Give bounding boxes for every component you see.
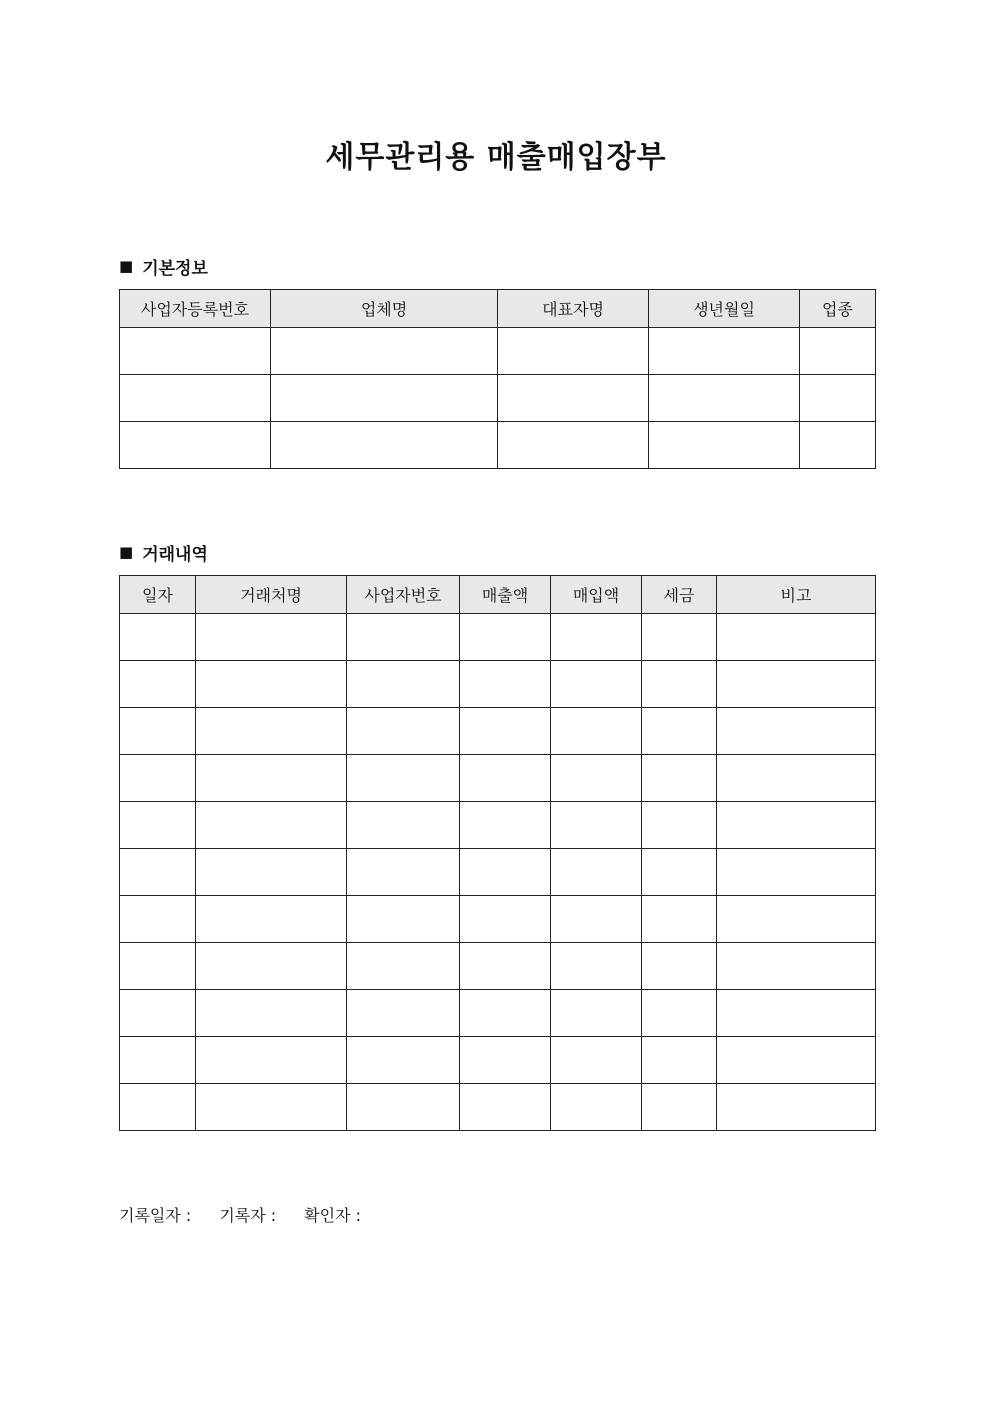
basic-info-cell[interactable] [800, 422, 876, 469]
transaction-row [120, 614, 876, 661]
transaction-cell[interactable] [460, 849, 551, 896]
record-date-label: 기록일자 : [119, 1206, 192, 1225]
basic-info-header-row [120, 290, 876, 328]
square-bullet-icon: ■ [119, 257, 134, 275]
transaction-cell[interactable] [120, 1084, 196, 1131]
transaction-cell[interactable] [196, 849, 347, 896]
transaction-cell[interactable] [347, 661, 460, 708]
transaction-cell[interactable] [717, 896, 876, 943]
transaction-cell[interactable] [120, 614, 196, 661]
column-header-purchase-amount: 매입액 [551, 576, 642, 614]
basic-info-row [120, 328, 876, 375]
transaction-row [120, 1037, 876, 1084]
basic-info-cell[interactable] [271, 422, 498, 469]
transaction-cell[interactable] [551, 943, 642, 990]
basic-info-cell[interactable] [649, 422, 800, 469]
transaction-cell[interactable] [717, 1084, 876, 1131]
basic-info-table [119, 289, 876, 469]
transaction-cell[interactable] [551, 802, 642, 849]
transaction-cell[interactable] [717, 661, 876, 708]
transaction-cell[interactable] [460, 802, 551, 849]
transaction-cell[interactable] [196, 1037, 347, 1084]
column-header-business-type: 업종 [800, 290, 876, 328]
transaction-cell[interactable] [460, 1084, 551, 1131]
column-header-representative: 대표자명 [498, 290, 649, 328]
transaction-cell[interactable] [120, 990, 196, 1037]
transaction-cell[interactable] [196, 708, 347, 755]
transaction-cell[interactable] [717, 802, 876, 849]
basic-info-cell[interactable] [120, 375, 271, 422]
transaction-cell[interactable] [551, 614, 642, 661]
transaction-cell[interactable] [347, 755, 460, 802]
transaction-row [120, 1084, 876, 1131]
transaction-cell[interactable] [196, 661, 347, 708]
transaction-cell[interactable] [460, 661, 551, 708]
basic-info-row [120, 375, 876, 422]
transaction-cell[interactable] [196, 802, 347, 849]
basic-info-cell[interactable] [649, 328, 800, 375]
transaction-row [120, 755, 876, 802]
transaction-cell[interactable] [551, 1037, 642, 1084]
transaction-cell[interactable] [460, 943, 551, 990]
transaction-cell[interactable] [120, 802, 196, 849]
transaction-cell[interactable] [642, 802, 717, 849]
transaction-cell[interactable] [642, 1084, 717, 1131]
transaction-cell[interactable] [551, 896, 642, 943]
column-header-business-reg-no: 사업자등록번호 [120, 290, 271, 328]
transaction-row [120, 990, 876, 1037]
transaction-cell[interactable] [120, 896, 196, 943]
basic-info-cell[interactable] [271, 375, 498, 422]
transaction-cell[interactable] [120, 943, 196, 990]
transaction-row [120, 896, 876, 943]
transaction-cell[interactable] [717, 849, 876, 896]
basic-info-heading [119, 254, 208, 279]
basic-info-cell[interactable] [800, 328, 876, 375]
transaction-cell[interactable] [642, 755, 717, 802]
transaction-cell[interactable] [196, 943, 347, 990]
transactions-header-row [120, 576, 876, 614]
transaction-cell[interactable] [642, 614, 717, 661]
transaction-cell[interactable] [717, 1037, 876, 1084]
basic-info-heading-label: 기본정보 [142, 259, 208, 279]
transaction-cell[interactable] [347, 943, 460, 990]
column-header-date: 일자 [120, 576, 196, 614]
transaction-cell[interactable] [120, 1037, 196, 1084]
transaction-cell[interactable] [347, 802, 460, 849]
basic-info-row [120, 422, 876, 469]
column-header-sales-amount: 매출액 [460, 576, 551, 614]
transaction-cell[interactable] [642, 943, 717, 990]
transaction-cell[interactable] [551, 661, 642, 708]
transaction-cell[interactable] [460, 896, 551, 943]
transaction-cell[interactable] [460, 990, 551, 1037]
column-header-client-name: 거래처명 [196, 576, 347, 614]
transaction-cell[interactable] [717, 614, 876, 661]
transaction-cell[interactable] [196, 1084, 347, 1131]
transaction-cell[interactable] [460, 755, 551, 802]
transaction-cell[interactable] [642, 661, 717, 708]
basic-info-cell[interactable] [800, 375, 876, 422]
transaction-cell[interactable] [347, 614, 460, 661]
transaction-cell[interactable] [642, 990, 717, 1037]
transaction-cell[interactable] [120, 708, 196, 755]
column-header-company-name: 업체명 [271, 290, 498, 328]
transaction-row [120, 661, 876, 708]
transaction-cell[interactable] [717, 943, 876, 990]
transaction-cell[interactable] [120, 849, 196, 896]
transactions-heading [119, 540, 208, 565]
basic-info-cell[interactable] [649, 375, 800, 422]
basic-info-cell[interactable] [498, 375, 649, 422]
column-header-remarks: 비고 [717, 576, 876, 614]
transaction-cell[interactable] [551, 708, 642, 755]
column-header-birth-date: 생년월일 [649, 290, 800, 328]
transaction-cell[interactable] [120, 755, 196, 802]
basic-info-cell[interactable] [498, 422, 649, 469]
transaction-cell[interactable] [196, 990, 347, 1037]
square-bullet-icon: ■ [119, 543, 134, 561]
transaction-cell[interactable] [460, 1037, 551, 1084]
transaction-cell[interactable] [460, 614, 551, 661]
basic-info-cell[interactable] [120, 422, 271, 469]
transaction-cell[interactable] [551, 990, 642, 1037]
recorder-label: 기록자 : [219, 1206, 277, 1225]
transaction-cell[interactable] [347, 849, 460, 896]
transaction-row [120, 708, 876, 755]
transaction-cell[interactable] [717, 708, 876, 755]
transaction-cell[interactable] [196, 755, 347, 802]
transaction-cell[interactable] [551, 1084, 642, 1131]
transaction-row [120, 943, 876, 990]
transaction-cell[interactable] [642, 708, 717, 755]
transaction-row [120, 849, 876, 896]
transaction-cell[interactable] [460, 708, 551, 755]
column-header-tax: 세금 [642, 576, 717, 614]
signature-footer [119, 1203, 361, 1226]
transaction-cell[interactable] [717, 755, 876, 802]
transactions-table [119, 575, 876, 1131]
transaction-cell[interactable] [347, 708, 460, 755]
transaction-cell[interactable] [347, 990, 460, 1037]
transaction-cell[interactable] [717, 990, 876, 1037]
basic-info-cell[interactable] [498, 328, 649, 375]
transaction-cell[interactable] [642, 896, 717, 943]
transaction-cell[interactable] [347, 896, 460, 943]
transaction-cell[interactable] [120, 661, 196, 708]
column-header-business-no: 사업자번호 [347, 576, 460, 614]
transaction-cell[interactable] [347, 1084, 460, 1131]
transaction-cell[interactable] [196, 896, 347, 943]
transaction-cell[interactable] [642, 849, 717, 896]
transaction-cell[interactable] [347, 1037, 460, 1084]
transaction-cell[interactable] [196, 614, 347, 661]
transaction-row [120, 802, 876, 849]
basic-info-cell[interactable] [271, 328, 498, 375]
document-title: 세무관리용 매출매입장부 [325, 140, 667, 175]
transaction-cell[interactable] [642, 1037, 717, 1084]
transactions-heading-label: 거래내역 [142, 545, 208, 565]
transaction-cell[interactable] [551, 849, 642, 896]
basic-info-cell[interactable] [120, 328, 271, 375]
transaction-cell[interactable] [551, 755, 642, 802]
confirmer-label: 확인자 : [304, 1206, 362, 1225]
